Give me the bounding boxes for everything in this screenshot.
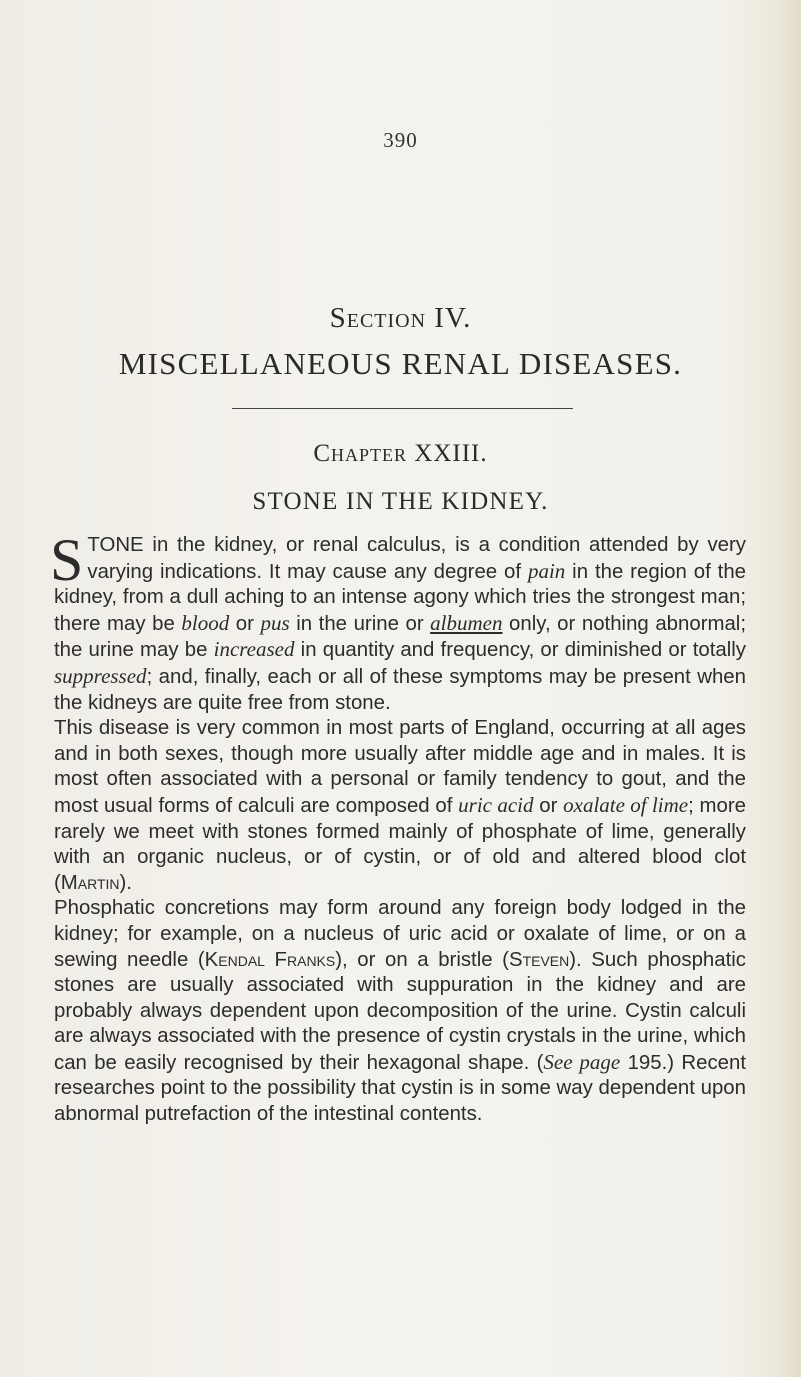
text-run: 195.) Recent researches point to the possibility that cystin is in some way dependent upon abnormal putrefaction of the intestinal contents.: [54, 1051, 746, 1126]
text-run: or: [533, 794, 564, 817]
first-word-rest: TONE: [87, 534, 144, 556]
drop-cap: S: [50, 527, 84, 593]
text-run: in quantity and frequency, or diminished or totally: [294, 639, 746, 662]
text-run: in the kidney, or renal calculus, is a condition attended by very varying indications. It may cause any degree of: [87, 534, 746, 583]
page-number: 390: [383, 128, 418, 152]
text-run: ). Such phosphatic stones are usually associated with suppuration in the kidney and are probably always dependent upon decomposition of the urine. Cystin calculi are always associated with the presence of cystin crystals in the urine, which can be easily recognised by their hexagonal shape. (: [54, 948, 746, 1074]
emphasis-albumen: albumen: [430, 610, 503, 635]
body-text: [50, 527, 747, 1128]
text-run: ), or on a bristle (: [335, 948, 509, 971]
emphasis-oxalate-of-lime: oxalate of lime: [563, 792, 689, 817]
text-run: or: [229, 612, 261, 635]
emphasis-blood: blood: [181, 610, 230, 635]
section-title: Section IV.: [329, 302, 472, 334]
text-run: This disease is very common in most parts of England, occurring at all ages and in both sexes, though more usually after middle age and in males. It is most often associated with a personal or family tendency to gout, and the most usual forms of calculi are composed of: [54, 717, 746, 817]
text-run: ; and, finally, each or all of these symptoms may be present when the kidneys are quite free from stone.: [54, 665, 746, 714]
text-run: ).: [119, 871, 132, 894]
paragraph-1: [50, 527, 747, 716]
emphasis-suppressed: suppressed: [54, 663, 147, 688]
paragraph-3: [54, 896, 746, 1127]
citation-martin: Martin: [60, 871, 120, 894]
part-title: MISCELLANEOUS RENAL DISEASES.: [118, 346, 683, 381]
text-run: in the urine or: [289, 612, 431, 635]
text-run: only, or nothing abnormal; the urine may be: [54, 612, 747, 662]
text-run: ; more rarely we meet with stones formed mainly of phosphate of lime, generally with an organic nucleus, or of cystin, or of old and altered blood clot (: [54, 794, 746, 894]
text-run: Phosphatic concretions may form around any foreign body lodged in the kidney; for example, on a nucleus of uric acid or oxalate of lime, or on a sewing needle (: [54, 897, 746, 971]
emphasis-see-page: See page: [543, 1049, 621, 1074]
emphasis-pain: pain: [527, 558, 566, 583]
emphasis-uric-acid: uric acid: [458, 792, 534, 817]
citation-steven: Steven: [508, 948, 570, 971]
paragraph-2: [54, 716, 746, 896]
emphasis-increased: increased: [213, 637, 295, 662]
emphasis-pus: pus: [260, 610, 290, 635]
chapter-subtitle: STONE IN THE KIDNEY.: [252, 488, 549, 515]
citation-kendal-franks: Kendal Franks: [204, 948, 336, 971]
text-run: in the region of the kidney, from a dull aching to an intense agony which tries the strongest man; there may be: [54, 560, 747, 635]
chapter-title: Chapter XXIII.: [313, 440, 488, 467]
divider-rule: [232, 408, 573, 409]
